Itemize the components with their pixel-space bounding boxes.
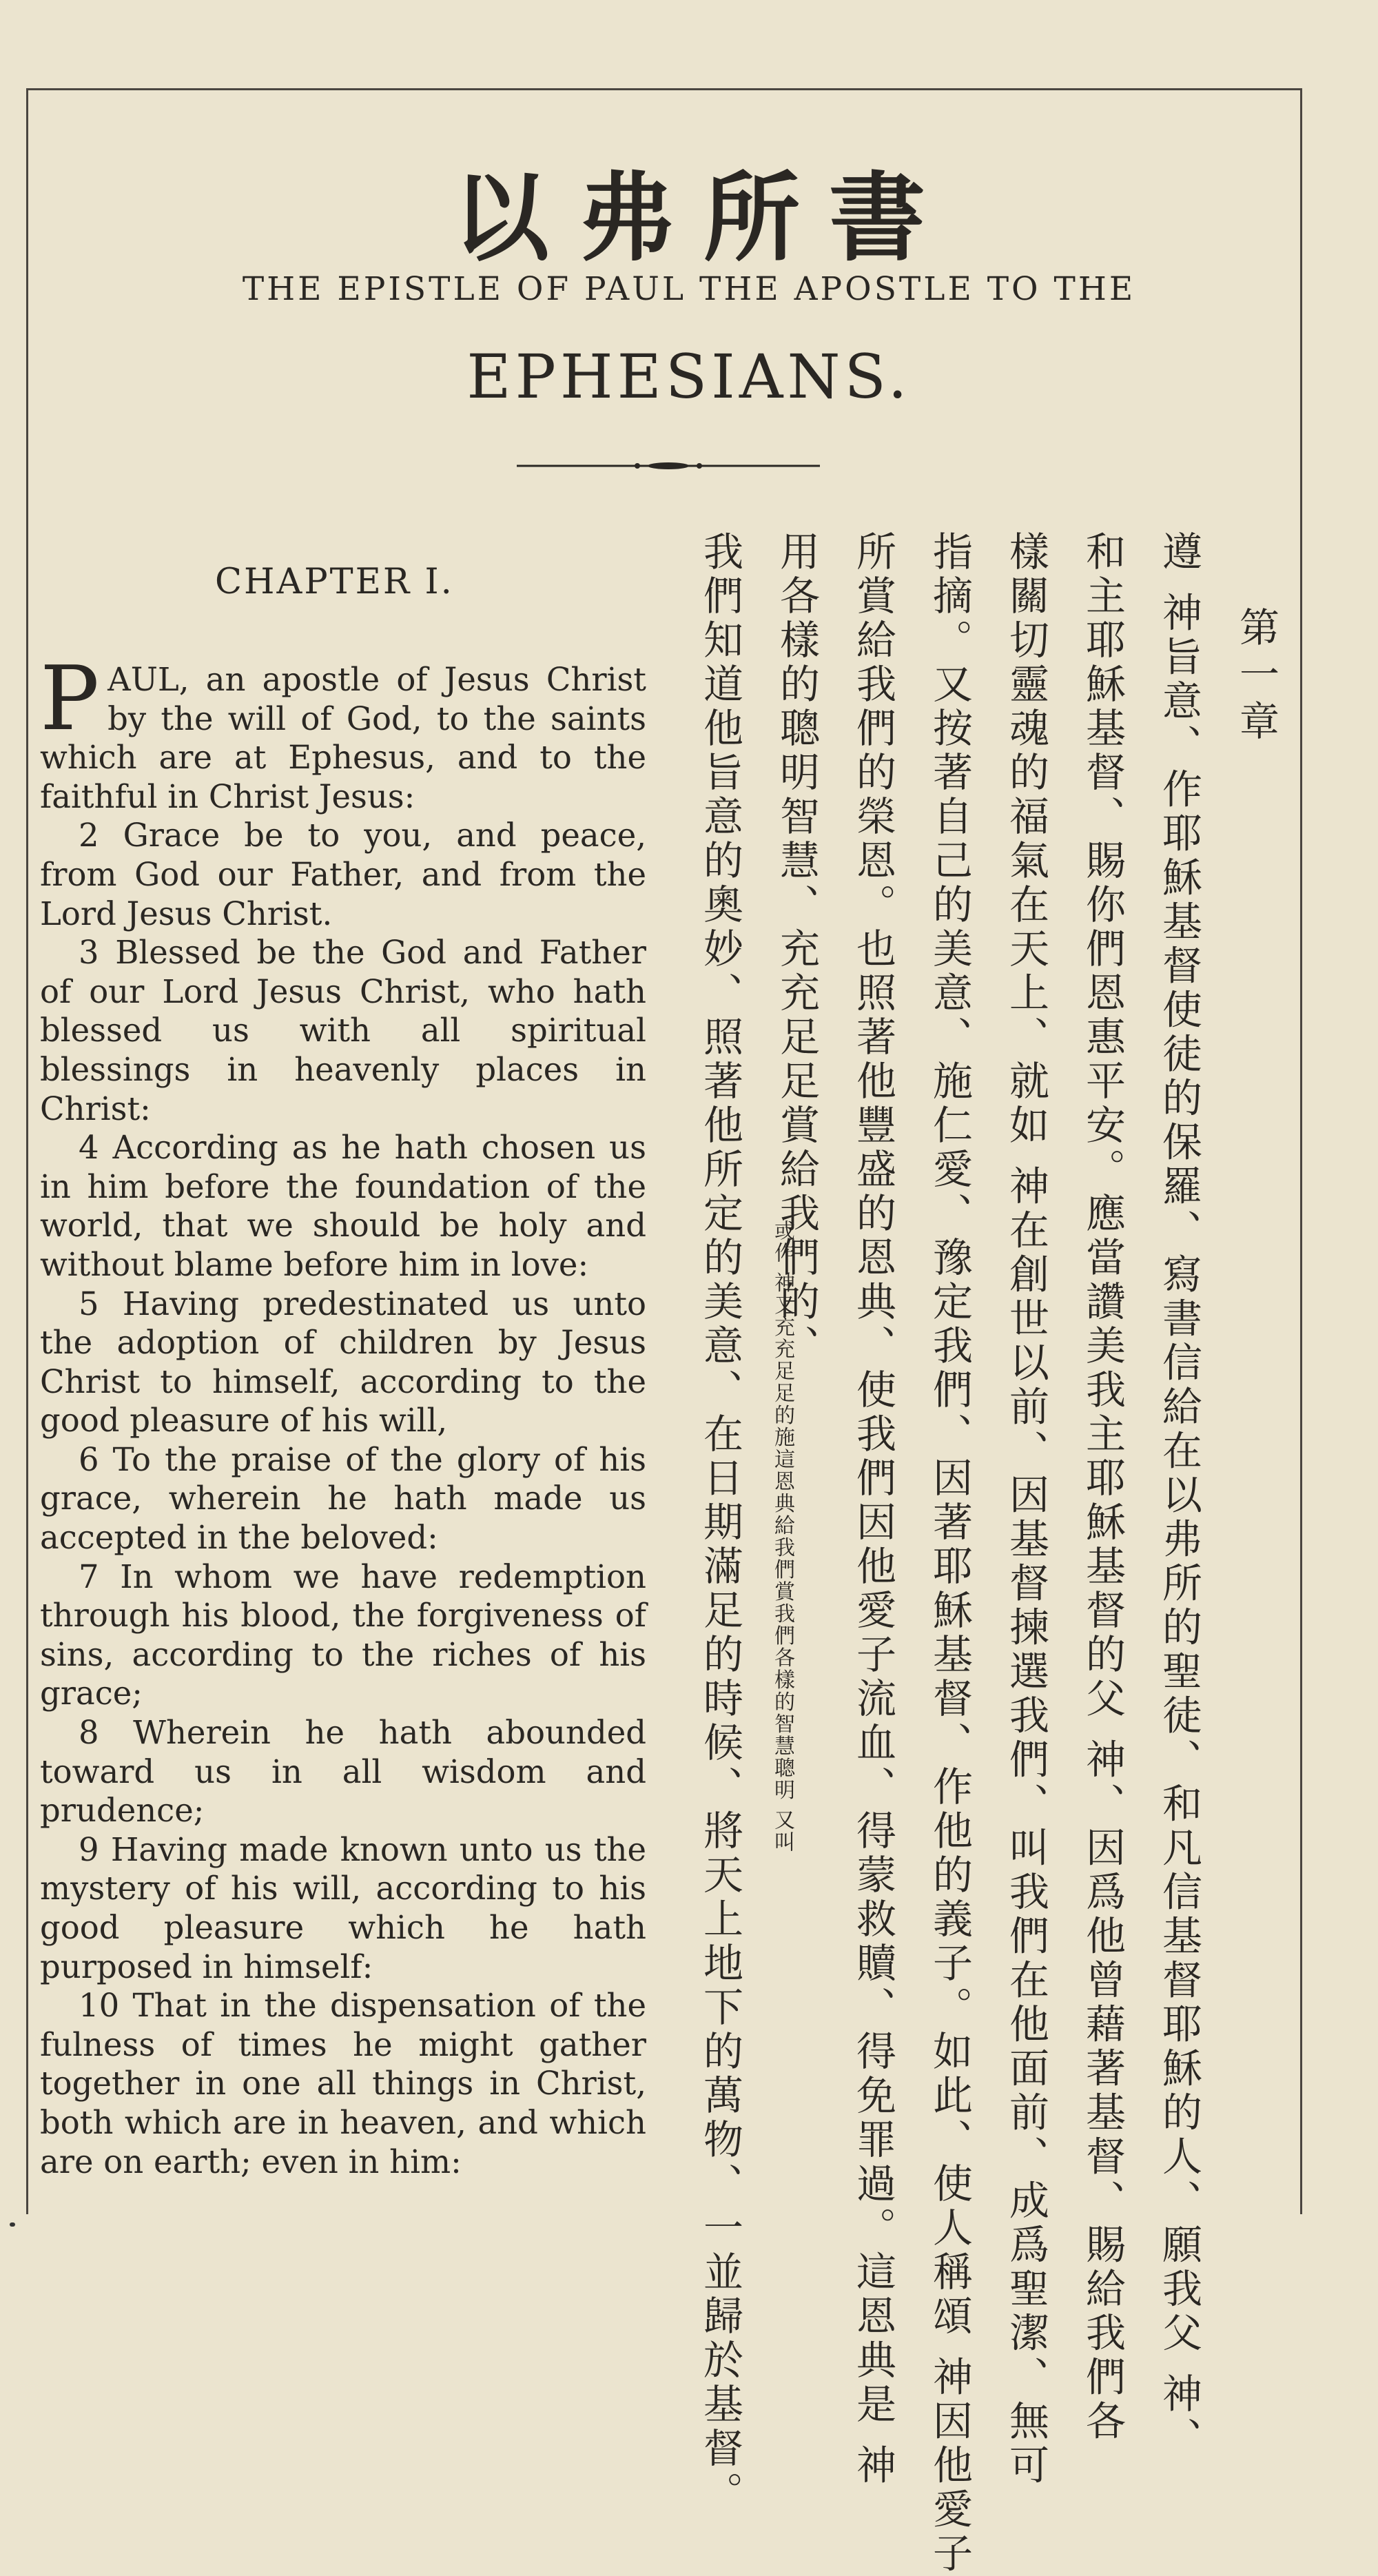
verse-3: 3 Blessed be the God and Father of our Lord Jesus Christ, who hath blessed us with all spiritual blessings in heavenly places in Christ: bbox=[40, 934, 646, 1127]
verse-8: 8 Wherein he hath abounded toward us in all wisdom and prudence; bbox=[40, 1714, 646, 1830]
chapter-heading-cn: 第一章 bbox=[1233, 606, 1279, 747]
chinese-column: 用各樣的聰明智慧、充充足足賞給我們的、 bbox=[773, 531, 820, 1369]
verse-6: 6 To the praise of the glory of his grace, wherein he hath made us accepted in the beloved: bbox=[40, 1440, 646, 1557]
print-speck bbox=[10, 2222, 15, 2227]
chinese-column: 我們知道他旨意的奧妙、照著他所定的美意、在日期滿足的時候、將天上地下的萬物、一並歸於基督。 bbox=[697, 531, 743, 2515]
verse-9: 9 Having made known unto us the mystery of his will, according to his good pleasure which he hath purposed in himself: bbox=[40, 1830, 646, 1985]
english-title-line: THE EPISTLE OF PAUL THE APOSTLE TO THE bbox=[242, 270, 1136, 308]
chinese-column: 所賞給我們的榮恩。也照著他豐盛的恩典、使我們因他愛子流血、得蒙救贖、得免罪過。這恩典是 神 bbox=[850, 531, 896, 2488]
chinese-column: 和主耶穌基督、賜你們恩惠平安。應當讚美我主耶穌基督的父 神、因爲他曾藉著基督、賜給我們各 bbox=[1079, 531, 1126, 2444]
english-title-main: EPHESIANS. bbox=[466, 341, 912, 412]
chinese-column: 指摘。又按著自己的美意、施仁愛、豫定我們、因著耶穌基督、作他的義子。如此、使人稱頌 神因他愛子 bbox=[926, 531, 973, 2576]
chinese-title: 以弗所書 bbox=[452, 162, 954, 275]
title-ornament-rule bbox=[517, 458, 820, 474]
verse-10: 10 That in the dispensation of the fulness of times he might gather together in one all things in Christ, both which are in heaven, and which are on earth; even in him: bbox=[40, 1987, 646, 2180]
verse-1-text: AUL, an apostle of Jesus Christ by the will of God, to the saints which are at Ephesus, and to the faithful in Christ Jesus: bbox=[40, 661, 646, 815]
english-verses bbox=[40, 648, 646, 2181]
verse-5: 5 Having predestinated us unto the adoption of children by Jesus Christ to himself, according to the good pleasure of his will, bbox=[40, 1285, 646, 1440]
verse-4: 4 According as he hath chosen us in him before the foundation of the world, that we should be holy and without blame before him in love: bbox=[40, 1129, 646, 1283]
verse-1 bbox=[40, 648, 646, 816]
chinese-footnote: 或作 神又充充足足的施這恩典給我們賞我們各樣的智慧聰明 又叫 bbox=[770, 1220, 794, 1854]
chinese-column: 樣關切靈魂的福氣在天上、就如 神在創世以前、因基督揀選我們、叫我們在他面前、成爲聖潔、無可 bbox=[1002, 531, 1049, 2488]
verse-7: 7 In whom we have redemption through his blood, the forgiveness of sins, according to the riches of his grace; bbox=[40, 1557, 646, 1713]
chapter-heading-en: CHAPTER I. bbox=[215, 562, 454, 602]
chinese-column: 遵 神旨意、作耶穌基督使徒的保羅、寫書信給在以弗所的聖徒、和凡信基督耶穌的人、願我父 神、 bbox=[1155, 531, 1202, 2461]
verse-2: 2 Grace be to you, and peace, from God our Father, and from the Lord Jesus Christ. bbox=[40, 817, 646, 932]
drop-cap: P bbox=[40, 648, 100, 750]
